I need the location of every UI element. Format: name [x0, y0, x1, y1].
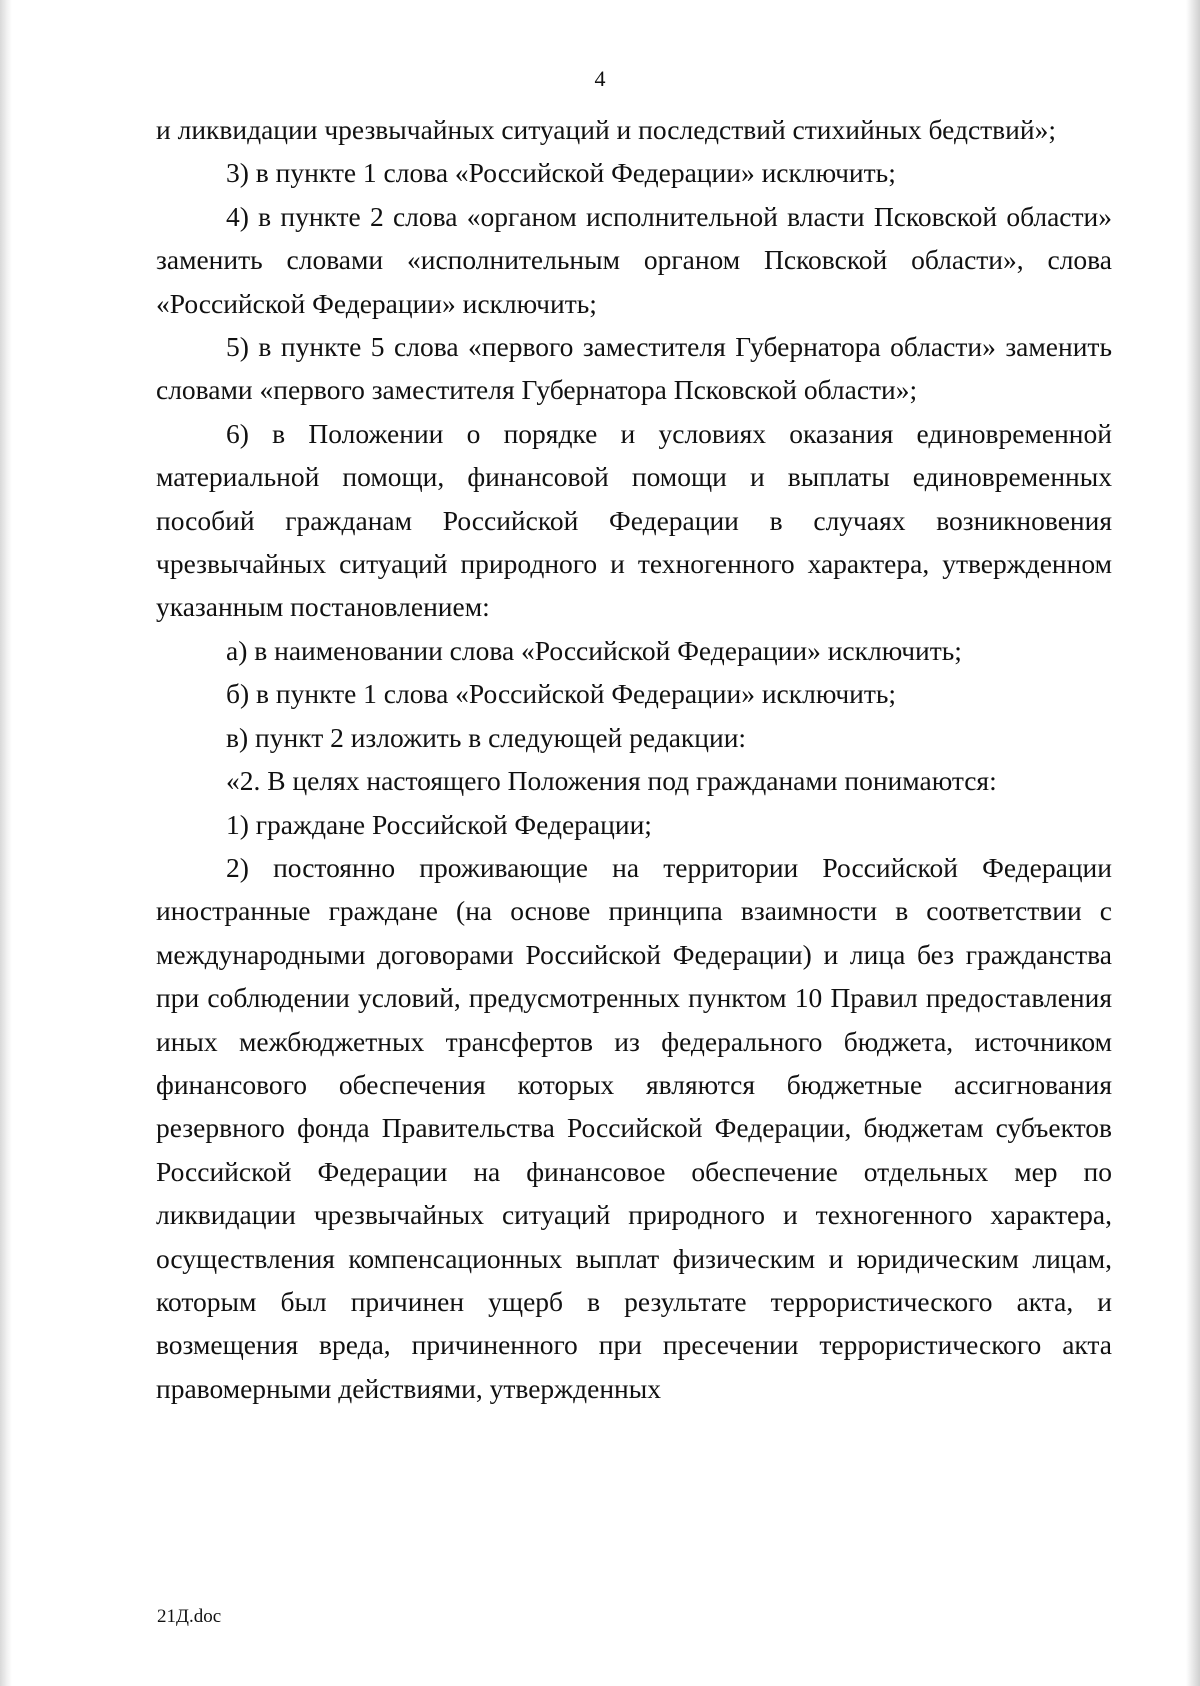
- paragraph: и ликвидации чрезвычайных ситуаций и последствий стихийных бедствий»;: [156, 114, 1056, 145]
- paragraph: а) в наименовании слова «Российской Федерации» исключить;: [226, 634, 962, 666]
- paragraph: 3) в пункте 1 слова «Российской Федерации» исключить;: [226, 157, 896, 189]
- footer-file-name: 21Д.doc: [157, 1606, 222, 1627]
- paragraph: «2. В целях настоящего Положения под гражданами понимаются:: [226, 765, 997, 797]
- page-number: 4: [594, 66, 606, 91]
- paragraph: в) пункт 2 изложить в следующей редакции:: [226, 721, 747, 753]
- scan-edge-left: [0, 0, 12, 1686]
- paragraph: 4) в пункте 2 слова «органом исполнительной власти Псковской области» заменить словами «исполнительным органом Псковской области», слова «Российской Федерации» исключить;: [156, 200, 1112, 319]
- paragraph: 6) в Положении о порядке и условиях оказания единовременной материальной помощи, финансовой помощи и выплаты единовременных пособий гражданам Российской Федерации в случаях возникновения чрезвычайных ситуаций природного и техногенного характера, утвержденном указанным постановлением:: [156, 417, 1112, 623]
- paragraph: 5) в пункте 5 слова «первого заместителя Губернатора области» заменить словами «первого заместителя Губернатора Псковской области»;: [156, 331, 1112, 406]
- document-body: [156, 108, 1112, 1410]
- paragraph: б) в пункте 1 слова «Российской Федерации» исключить;: [226, 678, 897, 710]
- scan-edge-right: [1186, 0, 1200, 1686]
- paragraph: 2) постоянно проживающие на территории Российской Федерации иностранные граждане (на основе принципа взаимности в соответствии с международными договорами Российской Федерации) и лица без гражданства при соблюдении условий, предусмотренных пунктом 10 Правил предоставления иных межбюджетных трансфертов из федерального бюджета, источником финансового обеспечения которых являются бюджетные ассигнования резервного фонда Правительства Российской Федерации, бюджетам субъектов Российской Федерации на финансовое обеспечение отдельных мер по ликвидации чрезвычайных ситуаций природного и техногенного характера, осуществления компенсационных выплат физическим и юридическим лицам, которым был причинен ущерб в результате террористического акта, и возмещения вреда, причиненного при пресечении террористического акта правомерными действиями, утвержденных: [156, 851, 1112, 1404]
- paragraph: 1) граждане Российской Федерации;: [226, 808, 652, 840]
